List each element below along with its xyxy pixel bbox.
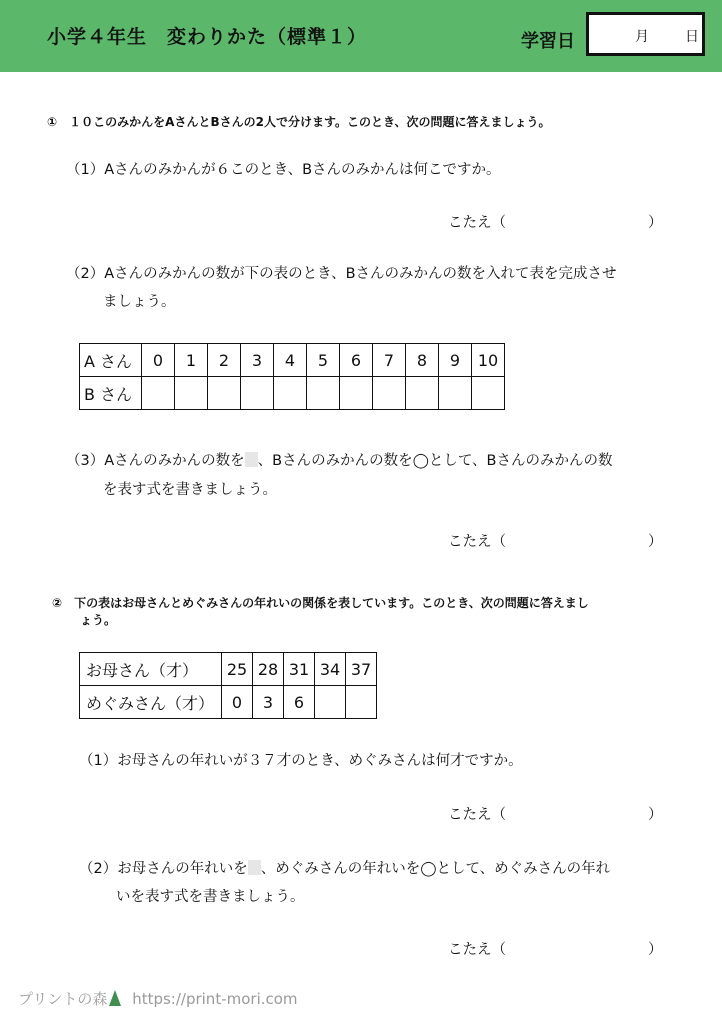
a-cell: 9 [439, 344, 472, 377]
q1-table-row-a [80, 344, 505, 377]
site-name: プリントの森 [18, 990, 108, 1008]
b-blank-cell[interactable] [241, 377, 274, 410]
q2-part1-text: （1）お母さんの年れいが３７才のとき、めぐみさんは何才ですか。 [79, 753, 523, 769]
row-a-label: A さん [80, 344, 142, 377]
b-blank-cell[interactable] [307, 377, 340, 410]
q1-table [79, 343, 505, 410]
a-cell: 0 [142, 344, 175, 377]
q2-part2-text-line2: いを表す式を書きましょう。 [116, 889, 305, 905]
q2-part2-text-line1 [79, 857, 610, 878]
mother-age-cell: 37 [346, 653, 377, 686]
b-blank-cell[interactable] [340, 377, 373, 410]
q1-part3-text-line2: を表す式を書きましょう。 [103, 482, 277, 498]
a-cell: 3 [241, 344, 274, 377]
q1-part3-text-b: 、Bさんのみかんの数を◯として、Bさんのみかんの数 [257, 453, 613, 469]
b-blank-cell[interactable] [406, 377, 439, 410]
megumi-blank-cell[interactable] [346, 686, 377, 719]
mother-age-cell: 31 [284, 653, 315, 686]
q2-part2-text-b: 、めぐみさんの年れいを◯として、めぐみさんの年れ [260, 861, 611, 877]
b-blank-cell[interactable] [142, 377, 175, 410]
megumi-age-cell: 3 [253, 686, 284, 719]
tree-icon [109, 990, 121, 1006]
a-cell: 5 [307, 344, 340, 377]
q2-part2-text-a: （2）お母さんの年れいを [79, 861, 248, 877]
a-cell: 4 [274, 344, 307, 377]
site-url[interactable]: https://print-mori.com [132, 990, 298, 1008]
mother-age-cell: 25 [222, 653, 253, 686]
a-cell: 10 [472, 344, 505, 377]
a-cell: 6 [340, 344, 373, 377]
megumi-blank-cell[interactable] [315, 686, 346, 719]
b-blank-cell[interactable] [175, 377, 208, 410]
megumi-age-cell: 6 [284, 686, 315, 719]
answer-open-label: こたえ（ [448, 215, 506, 231]
q1-part1-text: （1）Aさんのみかんが６このとき、Bさんのみかんは何こですか。 [66, 162, 501, 178]
b-blank-cell[interactable] [472, 377, 505, 410]
q2-part1-answer[interactable] [448, 803, 663, 824]
footer [18, 988, 298, 1009]
q1-part1-answer[interactable] [448, 211, 663, 232]
q2-table-row-mother [80, 653, 377, 686]
row-b-label: B さん [80, 377, 142, 410]
b-blank-cell[interactable] [208, 377, 241, 410]
mother-age-cell: 34 [315, 653, 346, 686]
b-blank-cell[interactable] [373, 377, 406, 410]
mother-age-cell: 28 [253, 653, 284, 686]
question-1-heading: ① １０このみかんをAさんとBさんの2人で分けます。このとき、次の問題に答えましょう。 [47, 115, 551, 129]
q2-table [79, 652, 377, 719]
megumi-age-cell: 0 [222, 686, 253, 719]
q1-part3-answer[interactable] [448, 530, 663, 551]
row-megumi-label: めぐみさん（才） [80, 686, 222, 719]
day-label: 日 [685, 29, 699, 45]
a-cell: 2 [208, 344, 241, 377]
worksheet-title: 小学４年生 変わりかた（標準１） [47, 26, 368, 48]
b-blank-cell[interactable] [274, 377, 307, 410]
q1-part3-text-a: （3）Aさんのみかんの数を [66, 453, 245, 469]
header-bar [0, 0, 722, 72]
answer-open-label: こたえ（ [448, 807, 506, 823]
answer-open-label: こたえ（ [448, 534, 506, 550]
q1-table-row-b [80, 377, 505, 410]
answer-close-paren: ） [648, 215, 663, 231]
a-cell: 7 [373, 344, 406, 377]
answer-close-paren: ） [648, 942, 663, 958]
q1-part2-text-line1: （2）Aさんのみかんの数が下の表のとき、Bさんのみかんの数を入れて表を完成させ [66, 266, 617, 282]
question-2-heading-line2: ょう。 [80, 613, 117, 627]
answer-close-paren: ） [648, 534, 663, 550]
question-2-heading-line1: ② 下の表はお母さんとめぐみさんの年れいの関係を表しています。このとき、次の問題に答えまし [52, 596, 589, 610]
q2-table-row-megumi [80, 686, 377, 719]
a-cell: 8 [406, 344, 439, 377]
q1-part2-text-line2: ましょう。 [103, 294, 176, 310]
q2-part2-answer[interactable] [448, 938, 663, 959]
b-blank-cell[interactable] [439, 377, 472, 410]
study-date-box[interactable] [586, 12, 705, 56]
q1-part3-text-line1 [66, 449, 613, 470]
row-mother-label: お母さん（才） [80, 653, 222, 686]
month-label: 月 [635, 29, 649, 45]
a-cell: 1 [175, 344, 208, 377]
square-symbol-icon [245, 452, 258, 467]
study-date-label: 学習日 [521, 31, 575, 52]
answer-open-label: こたえ（ [448, 942, 506, 958]
answer-close-paren: ） [648, 807, 663, 823]
square-symbol-icon [248, 860, 261, 875]
